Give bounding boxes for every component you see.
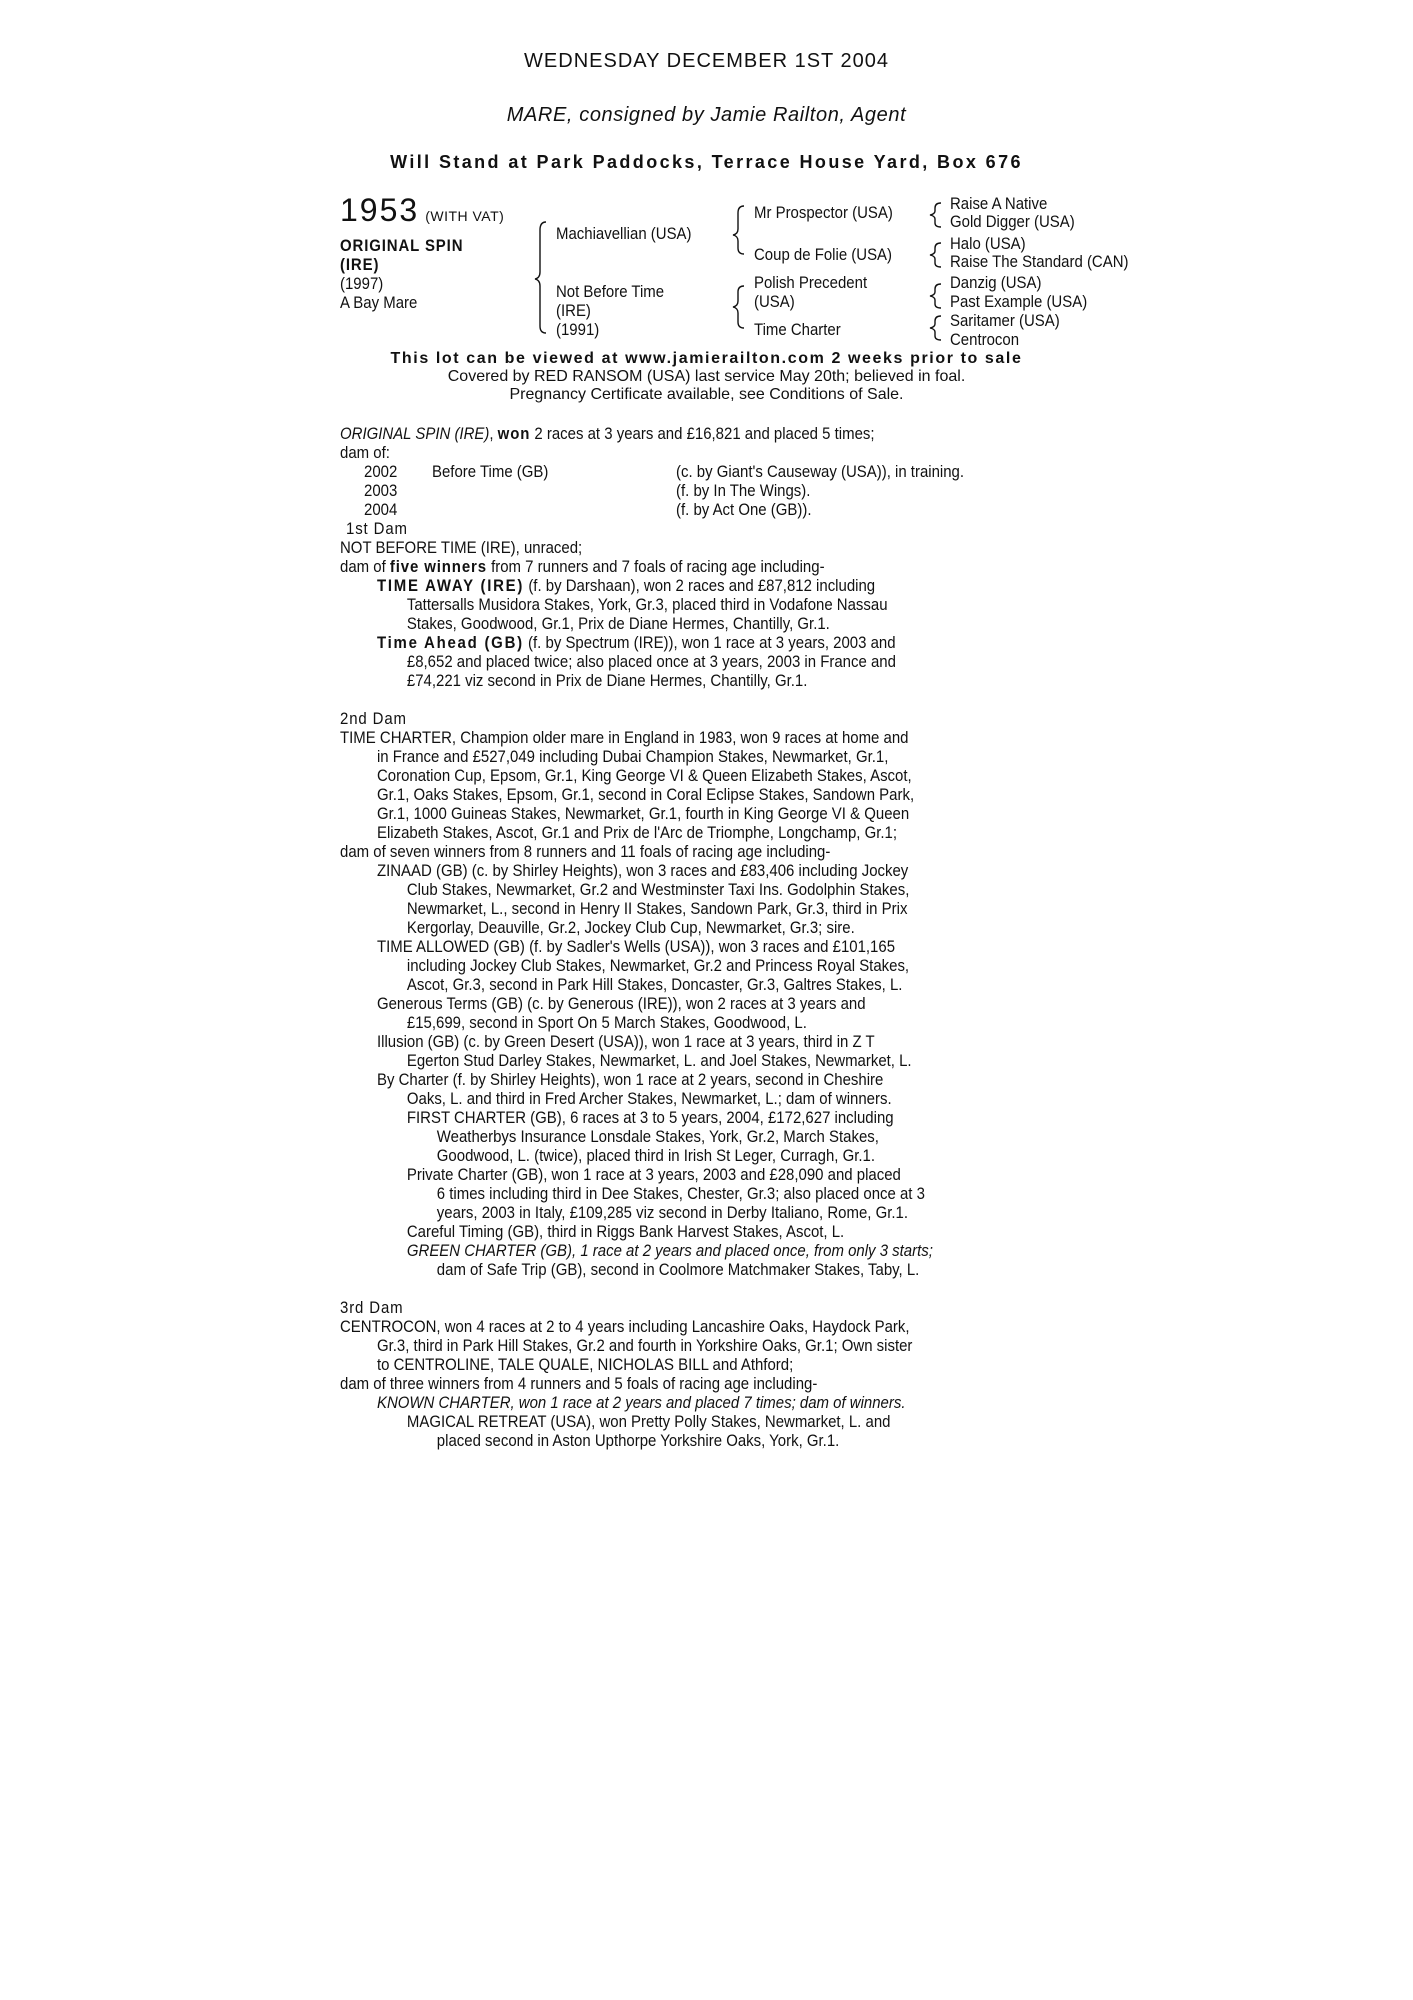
text-fragment: dam of (340, 557, 390, 576)
produce-detail: (f. by In The Wings). (676, 481, 811, 500)
second-dam-line: Oaks, L. and third in Fred Archer Stakes, Newmarket, L.; dam of winners. (406, 1089, 892, 1108)
second-dam-line: in France and £527,049 including Dubai Champion Stakes, Newmarket, Gr.1, (376, 747, 889, 766)
first-dam-line: £8,652 and placed twice; also placed once at 3 years, 2003 in France and (406, 652, 896, 671)
pedigree-dam-sire: Polish Precedent (754, 273, 868, 292)
pedigree-dam-year: (1991) (556, 320, 600, 339)
winners-count: five winners (389, 557, 487, 576)
viewing-notice: This lot can be viewed at www.jamierailton.com 2 weeks prior to sale (390, 350, 1023, 367)
produce-detail: (f. by Act One (GB)). (676, 500, 812, 519)
pedigree-g8: Centrocon (950, 330, 1020, 349)
text-fragment: (f. by Spectrum (IRE)), won 1 race at 3 years, 2003 and (523, 633, 896, 652)
first-dam-heading: 1st Dam (346, 519, 408, 538)
horse-name-suffix: (IRE) (340, 255, 380, 274)
third-dam-line: to CENTROLINE, TALE QUALE, NICHOLAS BILL and Athford; (376, 1355, 794, 1374)
third-dam-line: dam of three winners from 4 runners and 5 foals of racing age including- (340, 1374, 818, 1393)
pedigree-dam-sire-suffix: (USA) (754, 292, 795, 311)
lot-number: 1953 (340, 192, 420, 228)
produce-intro: ORIGINAL SPIN (IRE), won 2 races at 3 years and £16,821 and placed 5 times; (340, 424, 875, 443)
first-dam-line (340, 576, 1169, 595)
second-dam-line: Coronation Cup, Epsom, Gr.1, King George VI & Queen Elizabeth Stakes, Ascot, (376, 766, 912, 785)
second-dam-line: TIME CHARTER, Champion older mare in England in 1983, won 9 races at home and (340, 728, 909, 747)
second-dam-line: Careful Timing (GB), third in Riggs Bank Harvest Stakes, Ascot, L. (406, 1222, 845, 1241)
progeny-name: Time Ahead (GB) (376, 633, 524, 652)
second-dam-line: Private Charter (GB), won 1 race at 3 years, 2003 and £28,090 and placed (406, 1165, 901, 1184)
first-dam-line: Stakes, Goodwood, Gr.1, Prix de Diane Hermes, Chantilly, Gr.1. (406, 614, 830, 633)
third-dam-line: placed second in Aston Upthorpe Yorkshire Oaks, York, Gr.1. (436, 1431, 840, 1450)
third-dam-line: MAGICAL RETREAT (USA), won Pretty Polly Stakes, Newmarket, L. and (406, 1412, 891, 1431)
second-dam-line: Gr.1, 1000 Guineas Stakes, Newmarket, Gr.1, fourth in King George VI & Queen (376, 804, 910, 823)
second-dam-line: Club Stakes, Newmarket, Gr.2 and Westminster Taxi Ins. Godolphin Stakes, (406, 880, 910, 899)
produce-name: Before Time (GB) (432, 462, 549, 481)
pedigree-sire-sire: Mr Prospector (USA) (754, 203, 893, 222)
second-dam-line: Egerton Stud Darley Stakes, Newmarket, L. and Joel Stakes, Newmarket, L. (406, 1051, 912, 1070)
second-dam-line: Ascot, Gr.3, second in Park Hill Stakes, Doncaster, Gr.3, Galtres Stakes, L. (406, 975, 903, 994)
third-dam-line: CENTROCON, won 4 races at 2 to 4 years including Lancashire Oaks, Haydock Park, (340, 1317, 910, 1336)
produce-won: won (497, 424, 531, 443)
second-dam-line: years, 2003 in Italy, £109,285 viz second in Derby Italiano, Rome, Gr.1. (436, 1203, 909, 1222)
second-dam-line: Newmarket, L., second in Henry II Stakes, Sandown Park, Gr.3, third in Prix (406, 899, 908, 918)
pedigree-g2: Gold Digger (USA) (950, 212, 1075, 231)
second-dam-line: GREEN CHARTER (GB), 1 race at 2 years and placed once, from only 3 starts; (406, 1241, 933, 1260)
produce-detail: (c. by Giant's Causeway (USA)), in training. (676, 462, 965, 481)
pedigree-dam-suffix: (IRE) (556, 301, 591, 320)
second-dam-line: Elizabeth Stakes, Ascot, Gr.1 and Prix de l'Arc de Triomphe, Longchamp, Gr.1; (376, 823, 898, 842)
produce-record: 2 races at 3 years and £16,821 and placed 5 times; (530, 424, 875, 443)
second-dam-line: 6 times including third in Dee Stakes, Chester, Gr.3; also placed once at 3 (436, 1184, 925, 1203)
first-dam-line: £74,221 viz second in Prix de Diane Hermes, Chantilly, Gr.1. (406, 671, 808, 690)
first-dam-line: NOT BEFORE TIME (IRE), unraced; (340, 538, 583, 557)
vat-note: (WITH VAT) (425, 208, 505, 224)
first-dam-line (340, 633, 1169, 652)
second-dam-line: ZINAAD (GB) (c. by Shirley Heights), won 3 races and £83,406 including Jockey (376, 861, 909, 880)
covered-notice: Covered by RED RANSOM (USA) last service May 20th; believed in foal. (447, 368, 966, 385)
pedigree-g1: Raise A Native (950, 194, 1048, 213)
produce-year: 2003 (364, 481, 398, 500)
third-dam-heading: 3rd Dam (340, 1298, 404, 1317)
pedigree-g4: Raise The Standard (CAN) (950, 252, 1129, 271)
pedigree-g3: Halo (USA) (950, 234, 1026, 253)
pedigree-g7: Saritamer (USA) (950, 311, 1060, 330)
text-fragment: from 7 runners and 7 foals of racing age including- (486, 557, 825, 576)
second-dam-line: Goodwood, L. (twice), placed third in Irish St Leger, Curragh, Gr.1. (436, 1146, 876, 1165)
produce-year: 2002 (364, 462, 398, 481)
produce-horse-name: ORIGINAL SPIN (IRE) (340, 424, 490, 443)
sale-date: WEDNESDAY DECEMBER 1ST 2004 (524, 50, 889, 72)
pregnancy-notice: Pregnancy Certificate available, see Conditions of Sale. (509, 386, 904, 403)
produce-dam-of: dam of: (340, 443, 390, 462)
stand-location: Will Stand at Park Paddocks, Terrace House Yard, Box 676 (390, 152, 1023, 172)
second-dam-line: FIRST CHARTER (GB), 6 races at 3 to 5 years, 2004, £172,627 including (406, 1108, 894, 1127)
pedigree-g5: Danzig (USA) (950, 273, 1042, 292)
second-dam-heading: 2nd Dam (340, 709, 407, 728)
second-dam-line: By Charter (f. by Shirley Heights), won 1 race at 2 years, second in Cheshire (376, 1070, 884, 1089)
second-dam-line: Weatherbys Insurance Lonsdale Stakes, York, Gr.2, March Stakes, (436, 1127, 879, 1146)
text-fragment: (f. by Darshaan), won 2 races and £87,812 including (524, 576, 876, 595)
third-dam-line: KNOWN CHARTER, won 1 race at 2 years and placed 7 times; dam of winners. (376, 1393, 906, 1412)
second-dam-line: dam of Safe Trip (GB), second in Coolmore Matchmaker Stakes, Taby, L. (436, 1260, 920, 1279)
pedigree-sire: Machiavellian (USA) (556, 224, 692, 243)
horse-description: A Bay Mare (340, 293, 418, 312)
pedigree-braces (0, 0, 1413, 360)
produce-year: 2004 (364, 500, 398, 519)
horse-name: ORIGINAL SPIN (340, 236, 464, 255)
second-dam-line: Kergorlay, Deauville, Gr.2, Jockey Club Cup, Newmarket, Gr.3; sire. (406, 918, 855, 937)
second-dam-line: including Jockey Club Stakes, Newmarket, Gr.2 and Princess Royal Stakes, (406, 956, 910, 975)
first-dam-winners-line (340, 557, 1132, 576)
progeny-name: TIME AWAY (IRE) (376, 576, 525, 595)
third-dam-line: Gr.3, third in Park Hill Stakes, Gr.2 and fourth in Yorkshire Oaks, Gr.1; Own sister (376, 1336, 913, 1355)
consignment-line: MARE, consigned by Jamie Railton, Agent (506, 104, 907, 126)
pedigree-g6: Past Example (USA) (950, 292, 1088, 311)
second-dam-line: TIME ALLOWED (GB) (f. by Sadler's Wells (USA)), won 3 races and £101,165 (376, 937, 896, 956)
second-dam-line: Generous Terms (GB) (c. by Generous (IRE)), won 2 races at 3 years and (376, 994, 866, 1013)
pedigree-dam: Not Before Time (556, 282, 665, 301)
pedigree-sire-dam: Coup de Folie (USA) (754, 245, 893, 264)
horse-year: (1997) (340, 274, 384, 293)
second-dam-line: Gr.1, Oaks Stakes, Epsom, Gr.1, second in Coral Eclipse Stakes, Sandown Park, (376, 785, 915, 804)
first-dam-line: Tattersalls Musidora Stakes, York, Gr.3, placed third in Vodafone Nassau (406, 595, 888, 614)
pedigree-dam-dam: Time Charter (754, 320, 841, 339)
second-dam-line: dam of seven winners from 8 runners and 11 foals of racing age including- (340, 842, 831, 861)
second-dam-line: Illusion (GB) (c. by Green Desert (USA)), won 1 race at 3 years, third in Z T (376, 1032, 875, 1051)
second-dam-line: £15,699, second in Sport On 5 March Stakes, Goodwood, L. (406, 1013, 807, 1032)
